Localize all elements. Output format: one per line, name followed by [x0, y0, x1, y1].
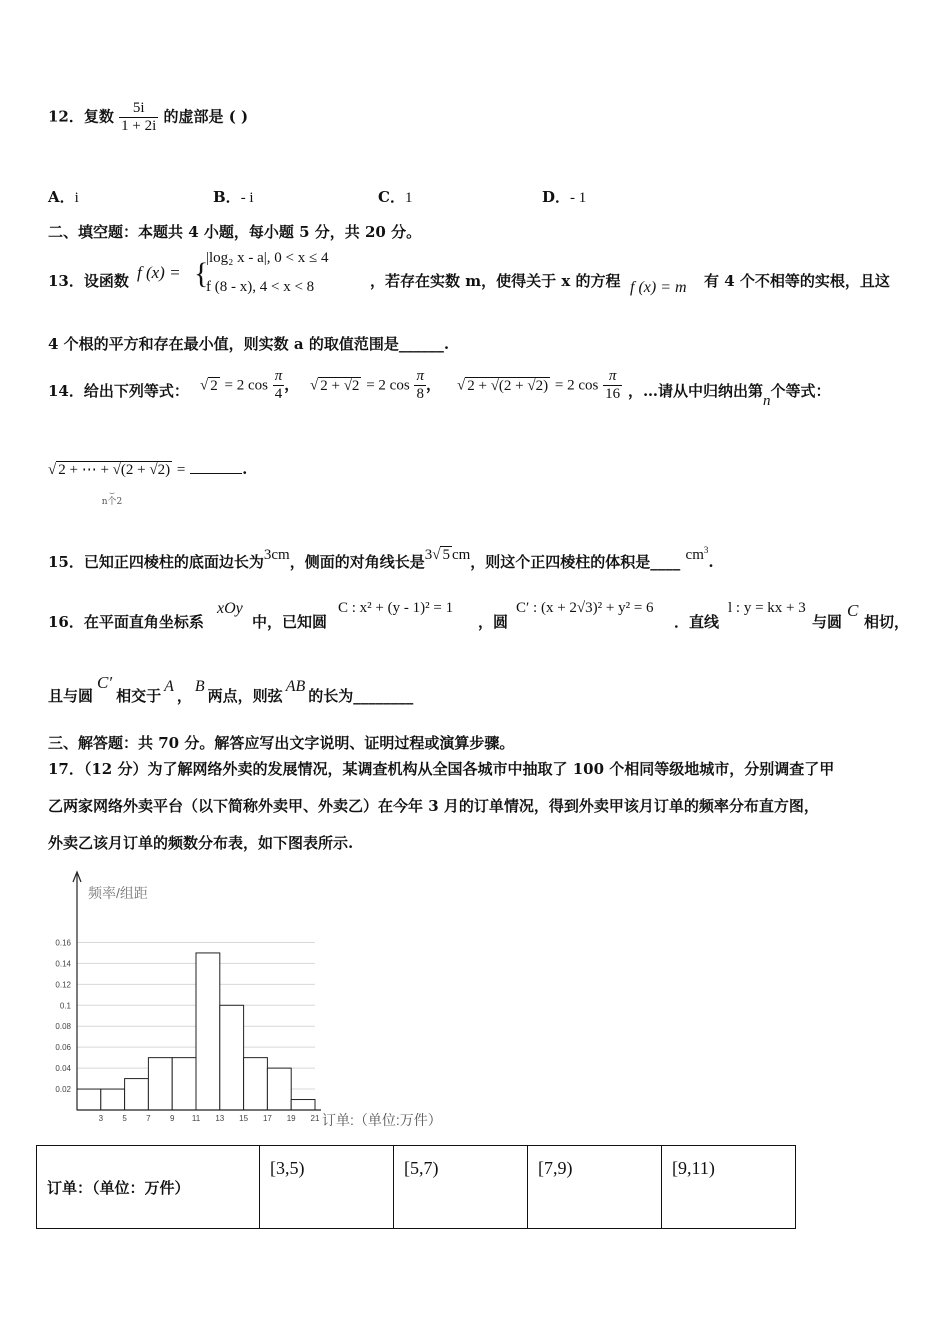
q14-general-rad: 2 + ⋯ + √(2 + √2)	[58, 462, 171, 478]
q16-text5: 与圆	[812, 613, 843, 631]
histogram-bar	[196, 953, 220, 1110]
q16-c: C	[847, 601, 859, 620]
q14-general-eq: =	[176, 462, 186, 478]
x-tick-label: 5	[122, 1114, 127, 1123]
option-a-value: i	[74, 190, 79, 206]
q13-number: 13．	[48, 272, 84, 290]
q16-point-b: B	[194, 678, 205, 695]
x-tick-label: 17	[262, 1114, 272, 1123]
histogram-bar	[220, 1005, 244, 1110]
q14-tail-n: n	[763, 393, 771, 409]
y-tick-label: 0.12	[55, 980, 71, 990]
q14-eq3-rhs: = 2 cos	[554, 377, 599, 394]
option-c-value: 1	[404, 190, 413, 206]
q15-text2: ，侧面的对角线长是	[289, 553, 425, 571]
q14-brace-label: ⏟ n个2	[97, 486, 127, 507]
q14-eq3-num: π	[603, 368, 622, 386]
table-interval-5-7: [5,7)	[394, 1146, 528, 1229]
q13-case-1: |log₂ x - a|, 0 < x ≤ 4	[206, 250, 329, 266]
order-frequency-table	[36, 1145, 796, 1229]
q13-case-2: f (8 - x), 4 < x < 8	[206, 279, 315, 295]
q15-number: 15．	[48, 553, 84, 571]
q13-prefix: 设函数	[83, 272, 129, 290]
q16-comma: ，	[176, 687, 192, 705]
x-tick-label: 19	[286, 1114, 296, 1123]
q15-unit-exp: 3	[703, 545, 709, 555]
q16-circle-2: C′ : (x + 2√3)² + y² = 6	[516, 600, 654, 616]
q14-eq-3: √ 2 + √(2 + √2) = 2 cos $\frac{\pi}{16}$	[457, 368, 621, 402]
histogram-y-ticks	[55, 938, 71, 1094]
q14-eq2-den: 8	[416, 386, 424, 402]
x-tick-label: 9	[169, 1114, 175, 1123]
table-interval-3-5: [3,5)	[260, 1146, 394, 1229]
table-interval-9-11: [9,11)	[662, 1146, 796, 1229]
q16-text4: ．直线	[674, 613, 720, 631]
y-tick-label: 0.1	[59, 1001, 71, 1011]
q15-v2-coef: 3	[424, 547, 433, 563]
q14-eq-1: √ 2 = 2 cos $\frac{\pi}{4}$ ，	[200, 368, 300, 402]
q14-eq-2: √ 2 + √2 = 2 cos $\frac{\pi}{8}$ ，	[310, 368, 441, 402]
y-tick-label: 0.04	[55, 1064, 71, 1074]
q16-line2-b: 相交于	[116, 687, 162, 705]
frequency-histogram	[0, 860, 520, 1140]
q13-tail: 有 4 个不相等的实根，且这	[704, 272, 890, 290]
x-tick-label: 11	[191, 1114, 201, 1123]
y-tick-label: 0.02	[55, 1085, 71, 1095]
q16-line2-c: 两点，则弦	[207, 687, 283, 705]
option-c-label: C．	[378, 188, 405, 206]
option-d-value: - 1	[570, 190, 587, 206]
q14-eq1-rad: 2	[210, 377, 218, 394]
q12-frac-den: 1 + 2i	[121, 118, 157, 134]
q16-ab: AB	[285, 678, 306, 695]
histogram-bar	[172, 1058, 196, 1110]
q16-number: 16．	[48, 613, 84, 631]
table-header-cell: 订单：（单位：万件）	[37, 1146, 260, 1229]
q12-prefix: 复数	[83, 107, 114, 126]
q14-number-prefix	[48, 380, 189, 401]
histogram-bar	[148, 1058, 172, 1110]
q16-text2: 中，已知圆	[252, 613, 328, 631]
q14-general-end: .	[242, 460, 248, 478]
histogram-bar	[101, 1089, 125, 1110]
question-12	[48, 100, 248, 135]
q14-eq2-rad: 2 + √2	[320, 377, 360, 394]
q12-frac-num: 5i	[119, 100, 158, 118]
y-tick-label: 0.14	[55, 959, 71, 969]
q15-text1: 已知正四棱柱的底面边长为	[83, 553, 264, 571]
histogram-x-label: 订单:（单位:万件）	[322, 1112, 442, 1128]
table-row	[37, 1146, 796, 1229]
option-d-label: D．	[542, 188, 571, 206]
option-b-label: B．	[213, 188, 241, 206]
option-a-label: A．	[48, 188, 75, 206]
q14-prefix: 给出下列等式：	[83, 382, 189, 400]
x-tick-label: 13	[215, 1114, 225, 1123]
histogram-bar	[291, 1100, 315, 1110]
x-tick-label: 21	[310, 1114, 320, 1123]
x-tick-label: 7	[146, 1114, 151, 1123]
q14-tail-b: 个等式：	[770, 382, 831, 400]
q16-text3: ，圆	[478, 613, 509, 631]
q14-general: √ 2 + ⋯ + √(2 + √2) = .	[48, 460, 248, 478]
q13-brace: {	[194, 257, 209, 290]
histogram-bar	[267, 1068, 291, 1110]
section-2-title: 二、填空题：本题共 4 小题，每小题 5 分，共 20 分。	[48, 223, 422, 241]
histogram-bars	[77, 953, 315, 1110]
q14-eq2-rhs: = 2 cos	[366, 377, 410, 394]
q16-line-2	[48, 673, 414, 706]
q16-text1: 在平面直角坐标系	[83, 613, 204, 631]
q12-fraction	[119, 100, 158, 135]
q14-brace-text: n个2	[101, 497, 123, 507]
histogram-x-ticks	[99, 1114, 320, 1123]
q16-point-a: A	[164, 678, 174, 695]
q15-v1: 3cm	[263, 547, 290, 563]
q14-eq3-den: 16	[605, 386, 621, 402]
q12-number: 12．	[48, 107, 84, 126]
q17-line-3: 外卖乙该月订单的频数分布表，如下图表所示.	[48, 834, 354, 852]
q13-line-2: 4 个根的平方和存在最小值，则实数 a 的取值范围是______.	[48, 335, 450, 353]
q16-line2-a: 且与圆	[48, 687, 94, 705]
section-3-title: 三、解答题：共 70 分。解答应写出文字说明、证明过程或演算步骤。	[48, 734, 515, 752]
q15-text3: ，则这个正四棱柱的体积是____	[470, 553, 681, 571]
q14-eq1-num: π	[274, 368, 283, 384]
q14-tail	[628, 380, 831, 409]
q16-line-1a	[48, 611, 204, 632]
q15-unit: cm	[685, 547, 704, 563]
q15-v2-rad: 5	[442, 547, 450, 563]
q14-eq3-rad: 2 + √(2 + √2)	[467, 377, 549, 394]
q16-circle-1: C : x² + (y - 1)² = 1	[338, 600, 454, 616]
q16-sys: xOy	[217, 600, 243, 617]
q17-line-2: 乙两家网络外卖平台（以下简称外卖甲、外卖乙）在今年 3 月的订单情况，得到外卖甲该月订单的频率分布直方图，	[48, 797, 819, 815]
q13-mid: ，若存在实数 m，使得关于 x 的方程	[370, 272, 621, 290]
q14-answer-blank	[190, 473, 242, 474]
q15-end: .	[708, 553, 714, 571]
histogram-bar	[77, 1089, 101, 1110]
q14-tail-a: ，…请从中归纳出第	[628, 382, 764, 400]
q17-line-1: 17．（12 分）为了解网络外卖的发展情况，某调查机构从全国各城市中抽取了 100 个相同等级地城市，分别调查了甲	[48, 760, 835, 778]
q14-eq1-den: 4	[274, 386, 283, 402]
q14-number: 14．	[48, 382, 84, 400]
q14-eq2-num: π	[416, 368, 424, 384]
histogram-bar	[244, 1058, 268, 1110]
q14-eq1-rhs: = 2 cos	[224, 377, 268, 394]
y-tick-label: 0.08	[55, 1022, 71, 1032]
y-tick-label: 0.06	[55, 1043, 71, 1053]
q12-suffix: 的虚部是 ( )	[163, 107, 249, 126]
q16-c2: C′	[97, 673, 113, 692]
option-b-value: - i	[240, 190, 254, 206]
q16-line2-d: 的长为________	[308, 687, 414, 705]
q13-eq: f (x) = m	[630, 279, 687, 296]
x-tick-label: 15	[239, 1114, 249, 1123]
y-tick-label: 0.16	[55, 938, 71, 948]
x-tick-label: 3	[98, 1114, 104, 1123]
q15-v2-unit: cm	[451, 547, 471, 563]
q13-number-prefix	[48, 270, 129, 291]
table-interval-7-9: [7,9)	[528, 1146, 662, 1229]
question-15: 15．已知正四棱柱的底面边长为3cm，侧面的对角线长是3√ 5 cm，则这个正四棱柱的体积是____ $cm^3$.	[48, 545, 714, 571]
histogram-bar	[125, 1079, 149, 1110]
q16-text6: 相切，	[864, 613, 910, 631]
histogram-y-label: 频率/组距	[88, 885, 148, 901]
q13-f-lhs: f (x) =	[137, 263, 181, 282]
q16-line-eq: l : y = kx + 3	[728, 600, 806, 616]
